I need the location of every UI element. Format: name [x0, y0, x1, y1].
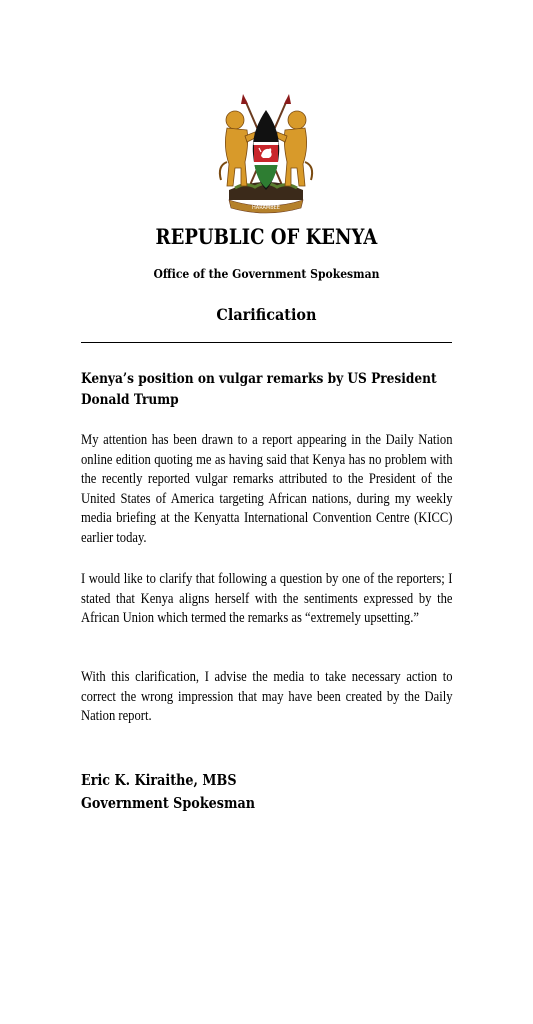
document-type-heading: Clarification — [216, 305, 317, 324]
office-subheading: Office of the Government Spokesman — [153, 267, 380, 281]
paragraph-2: I would like to clarify that following a question by one of the reporters; I stated that Kenya aligns herself with the sentiments expressed by the African Union which termed the remarks as “extremely upsetting.” — [81, 571, 453, 627]
emblem-motto: HARAMBEE — [252, 205, 280, 211]
paragraph-1: My attention has been drawn to a report appearing in the Daily Nation online edition quoting me as having said that Kenya has no problem with the recently reported vulgar remarks attributed to the President of the United States of America targeting African nations, during my weekly media briefing at the Kenyatta International Convention Centre (KICC) earlier today. — [81, 432, 453, 546]
signatory-title: Government Spokesman — [81, 795, 256, 812]
country-heading: REPUBLIC OF KENYA — [155, 224, 378, 249]
horizontal-divider — [81, 342, 452, 343]
paragraph-3: With this clarification, I advise the media to take necessary action to correct the wrong impression that may have been created by the Daily Nation report. — [81, 669, 453, 725]
signatory-name: Eric K. Kiraithe, MBS — [81, 772, 237, 789]
subject-line: Kenya’s position on vulgar remarks by US President Donald Trump — [81, 371, 437, 408]
coat-of-arms-icon — [215, 92, 317, 216]
